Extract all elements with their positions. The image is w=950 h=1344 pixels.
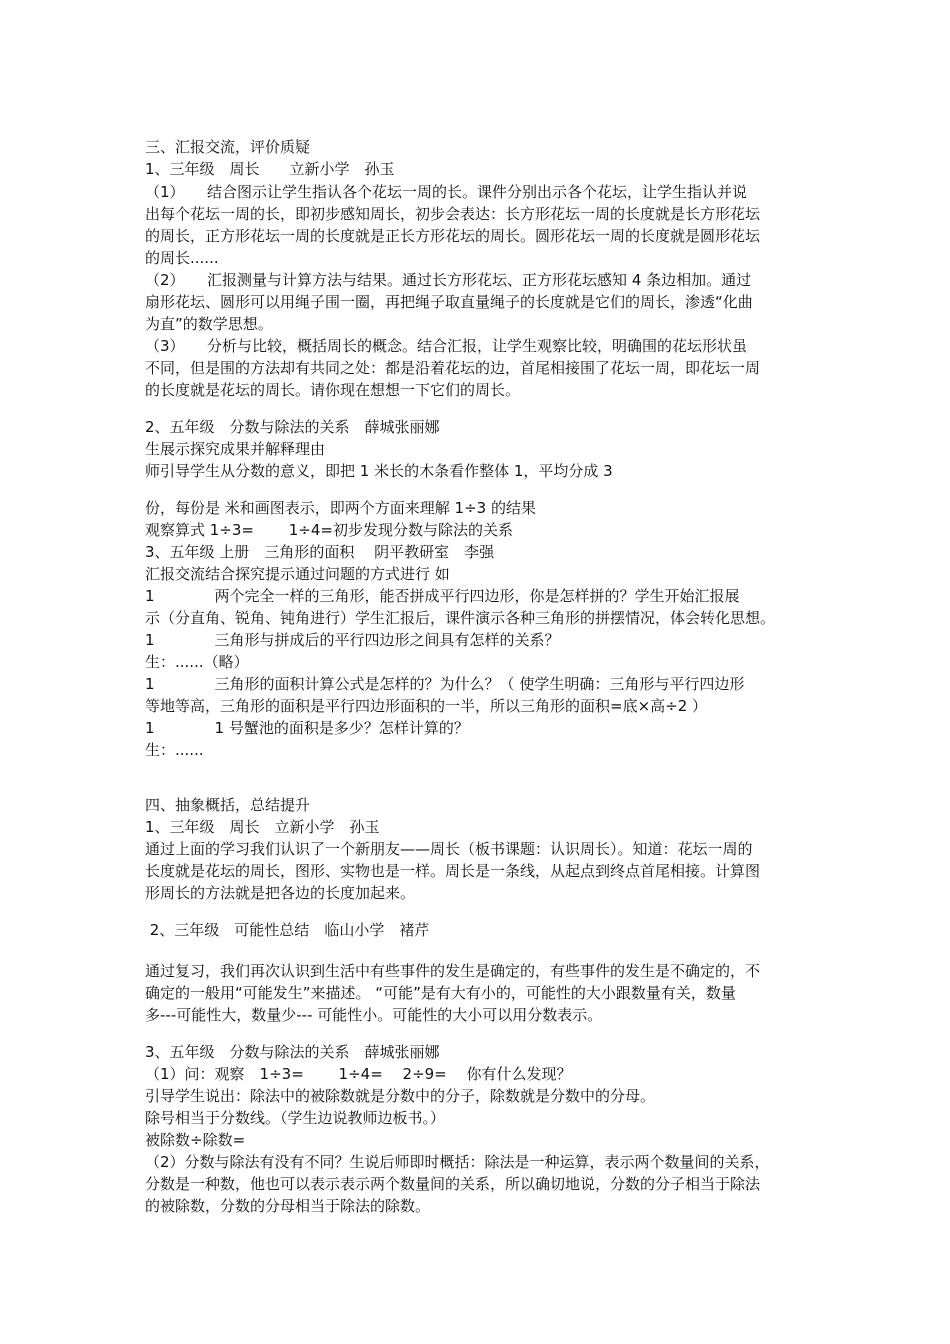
paragraph-line: 示（分直角、锐角、钝角进行）学生汇报后，课件演示各种三角形的拼摆情况，体会转化思想。 — [145, 609, 776, 627]
paragraph-line: 生：......（略） — [145, 653, 249, 671]
paragraph-line: 被除数÷除数= — [145, 1131, 246, 1149]
paragraph-line: 长度就是花坛的周长，图形、实物也是一样。周长是一条线，从起点到终点首尾相接。计算图 — [145, 862, 761, 880]
section-heading: 三、汇报交流，评价质疑 — [145, 138, 311, 156]
paragraph-line: 师引导学生从分数的意义，即把 1 米长的木条看作整体 1，平均分成 3 — [145, 462, 613, 480]
paragraph-line: 观察算式 1÷3= 1÷4=初步发现分数与除法的关系 — [145, 521, 513, 539]
paragraph-line: 不同，但是围的方法却有共同之处：都是沿着花坛的边，首尾相接围了花坛一周，即花坛一周 — [145, 359, 761, 377]
paragraph-line: 份，每份是 米和画图表示，即两个方面来理解 1÷3 的结果 — [145, 499, 536, 517]
paragraph-line: 扇形花坛、圆形可以用绳子围一圈，再把绳子取直量绳子的长度就是它们的周长，渗透“化曲 — [145, 293, 753, 311]
paragraph-line: 引导学生说出：除法中的被除数就是分数中的分子，除数就是分数中的分母。 — [145, 1087, 656, 1105]
paragraph-line: 1 三角形的面积计算公式是怎样的？为什么？（ 使学生明确：三角形与平行四边形 — [145, 675, 745, 693]
paragraph-line: 生：...... — [145, 741, 204, 759]
paragraph-line: 的周长...... — [145, 249, 219, 267]
paragraph-line: 除号相当于分数线。（学生边说教师边板书。） — [145, 1109, 446, 1127]
item-title: 3、五年级 分数与除法的关系 薛城张丽娜 — [145, 1043, 440, 1061]
paragraph-line: 形周长的方法就是把各边的长度加起来。 — [145, 884, 416, 902]
paragraph-line: 1 1 号蟹池的面积是多少？怎样计算的？ — [145, 719, 469, 737]
paragraph-line: （3） 分析与比较，概括周长的概念。结合汇报，让学生观察比较，明确围的花坛形状虽 — [145, 337, 748, 355]
paragraph-line: 确定的一般用“可能发生”来描述。 “可能”是有大有小的，可能性的大小跟数量有关，数量 — [145, 984, 736, 1002]
item-title: 1、三年级 周长 立新小学 孙玉 — [145, 818, 380, 836]
paragraph-line: （2）分数与除法有没有不同？生说后师即时概括：除法是一种运算，表示两个数量间的关系， — [145, 1153, 770, 1171]
paragraph-line: 1 两个完全一样的三角形，能否拼成平行四边形，你是怎样拼的？学生开始汇报展 — [145, 587, 740, 605]
paragraph-line: 分数是一种数，他也可以表示表示两个数量间的关系，所以确切地说，分数的分子相当于除法 — [145, 1175, 761, 1193]
paragraph-line: 的周长，正方形花坛一周的长度就是正长方形花坛的周长。圆形花坛一周的长度就是圆形花坛 — [145, 227, 761, 245]
paragraph-line: 通过上面的学习我们认识了一个新朋友——周长（板书课题：认识周长）。知道：花坛一周的 — [145, 840, 753, 858]
paragraph-line: 通过复习，我们再次认识到生活中有些事件的发生是确定的，有些事件的发生是不确定的，不 — [145, 962, 761, 980]
paragraph-line: 的被除数，分数的分母相当于除法的除数。 — [145, 1197, 431, 1215]
section-heading: 四、抽象概括，总结提升 — [145, 796, 311, 814]
item-title: 2、五年级 分数与除法的关系 薛城张丽娜 — [145, 418, 440, 436]
paragraph-line: 多---可能性大，数量少--- 可能性小。可能性的大小可以用分数表示。 — [145, 1006, 603, 1024]
paragraph-line: 的长度就是花坛的周长。请你现在想想一下它们的周长。 — [145, 381, 521, 399]
paragraph-line: 等地等高，三角形的面积是平行四边形面积的一半，所以三角形的面积=底×高÷2 ） — [145, 697, 708, 715]
item-title: 3、五年级 上册 三角形的面积 阴平教研室 李强 — [145, 543, 495, 561]
paragraph-line: 为直”的数学思想。 — [145, 315, 273, 333]
paragraph-line: 汇报交流结合探究提示通过问题的方式进行 如 — [145, 565, 450, 583]
paragraph-line: （2） 汇报测量与计算方法与结果。通过长方形花坛、正方形花坛感知 4 条边相加。通过 — [145, 271, 752, 289]
paragraph-line: 出每个花坛一周的长，即初步感知周长，初步会表达：长方形花坛一周的长度就是长方形花坛 — [145, 205, 761, 223]
paragraph-line: 生展示探究成果并解释理由 — [145, 440, 326, 458]
item-title: 1、三年级 周长 立新小学 孙玉 — [145, 160, 395, 178]
paragraph-line: （1）问：观察 1÷3= 1÷4= 2÷9= 你有什么发现？ — [145, 1065, 572, 1083]
paragraph-line: 1 三角形与拼成后的平行四边形之间具有怎样的关系？ — [145, 631, 560, 649]
item-title: 2、三年级 可能性总结 临山小学 褚芹 — [145, 921, 430, 939]
paragraph-line: （1） 结合图示让学生指认各个花坛一周的长。课件分别出示各个花坛，让学生指认并说 — [145, 183, 748, 201]
